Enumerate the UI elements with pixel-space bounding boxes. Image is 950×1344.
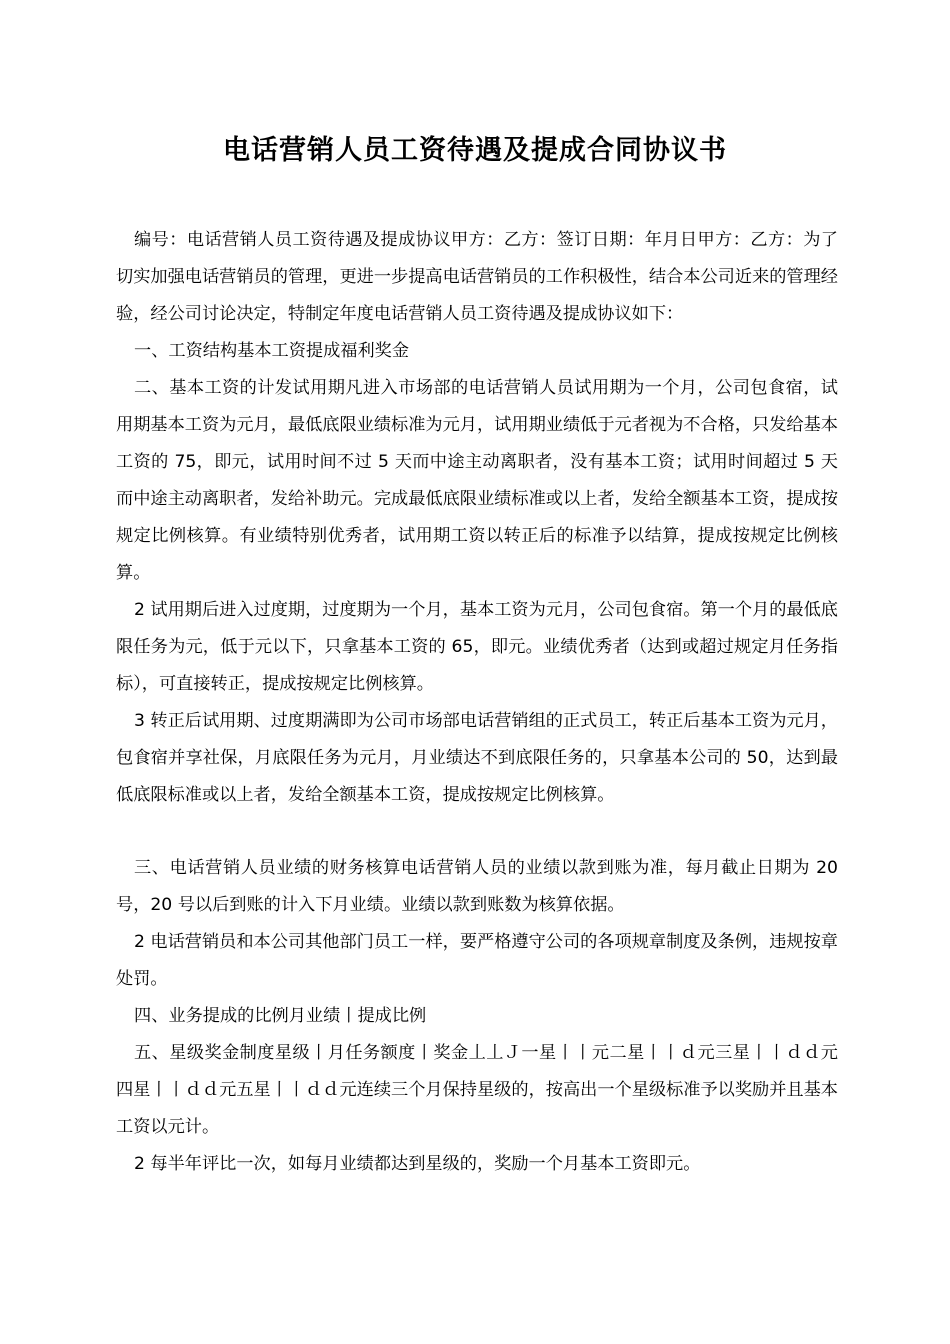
paragraph-section-1: 一、工资结构基本工资提成福利奖金 [134,341,410,361]
paragraph-spacer [116,814,838,850]
document-title: 电话营销人员工资待遇及提成合同协议书 [223,135,727,166]
paragraph-section-3-item-2: 2 电话营销员和本公司其他部门员工一样，要严格遵守公司的各项规章制度及条例，违规按章处罚。 [116,932,838,989]
document-body [116,222,838,1183]
paragraph-section-3: 三、电话营销人员业绩的财务核算电话营销人员的业绩以款到账为准，每月截止日期为 20 号，20 号以后到账的计入下月业绩。业绩以款到账数为核算依据。 [116,858,838,915]
paragraph-section-2: 二、基本工资的计发试用期凡进入市场部的电话营销人员试用期为一个月，公司包食宿，试用期基本工资为元月，最低底限业绩标准为元月，试用期业绩低于元者视为不合格，只发给基本工资的 75，即元，试用时间不过 5 天而中途主动离职者，没有基本工资；试用时间超过 5 天而中途主动离职者，发给补助元。完成最低底限业绩标准或以上者，发给全额基本工资，提成按规定比例核算。有业绩特别优秀者，试用期工资以转正后的标准予以结算，提成按规定比例核算。 [116,378,838,583]
paragraph-section-2-item-2: 2 试用期后进入过度期，过度期为一个月，基本工资为元月，公司包食宿。第一个月的最低底限任务为元，低于元以下，只拿基本工资的 65，即元。业绩优秀者（达到或超过规定月任务指标），可直接转正，提成按规定比例核算。 [116,600,838,694]
paragraph-section-4: 四、业务提成的比例月业绩丨提成比例 [134,1006,427,1026]
paragraph-preamble: 编号：电话营销人员工资待遇及提成协议甲方：乙方：签订日期：年月日甲方：乙方：为了切实加强电话营销员的管理，更进一步提高电话营销员的工作积极性，结合本公司近来的管理经验，经公司讨论决定，特制定年度电话营销人员工资待遇及提成协议如下： [116,230,838,324]
paragraph-section-2-item-3: 3 转正后试用期、过度期满即为公司市场部电话营销组的正式员工，转正后基本工资为元月，包食宿并享社保，月底限任务为元月，月业绩达不到底限任务的，只拿基本公司的 50，达到最低底限标准或以上者，发给全额基本工资，提成按规定比例核算。 [116,711,838,805]
paragraph-section-5-item-2: 2 每半年评比一次，如每月业绩都达到星级的，奖励一个月基本工资即元。 [134,1154,701,1174]
paragraph-section-5: 五、星级奖金制度星级丨月任务额度丨奖金丄丄Ｊ一星丨丨元二星丨丨ｄ元三星丨丨ｄｄ元四星丨丨ｄｄ元五星丨丨ｄｄ元连续三个月保持星级的，按高出一个星级标准予以奖励并且基本工资以元计。 [116,1043,838,1137]
